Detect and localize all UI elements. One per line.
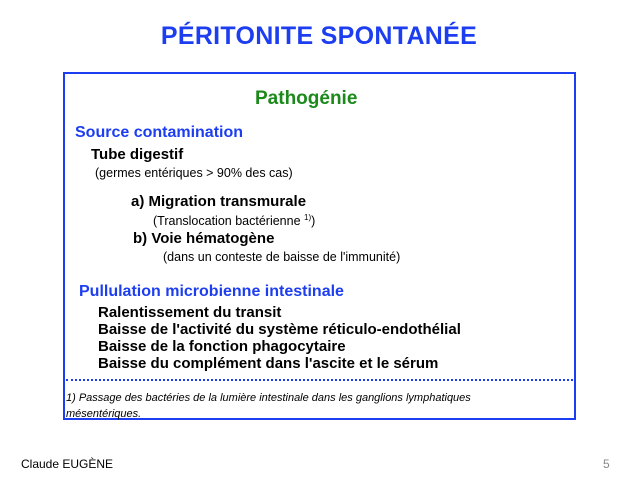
dotted-separator xyxy=(66,379,573,381)
page-number: 5 xyxy=(603,457,610,471)
section-heading-source: Source contamination xyxy=(75,124,244,141)
author-name: Claude EUGÈNE xyxy=(21,457,114,471)
source-item: Tube digestif xyxy=(91,146,184,163)
footnote-line: mésentériques. xyxy=(66,408,142,420)
slide-subtitle: Pathogénie xyxy=(255,88,358,109)
slide-title: PÉRITONITE SPONTANÉE xyxy=(160,22,478,50)
pullulation-item: Ralentissement du transit xyxy=(98,304,282,321)
footnote xyxy=(66,390,471,422)
route-a-note: (Translocation bactérienne $^{1)}$) xyxy=(153,213,316,229)
route-b: b) Voie hématogène xyxy=(133,230,275,247)
section-heading-pullulation: Pullulation microbienne intestinale xyxy=(79,283,344,300)
footnote-ref: 1) xyxy=(304,213,312,222)
route-a: a) Migration transmurale xyxy=(131,193,307,210)
pullulation-item: Baisse du complément dans l'ascite et le sérum xyxy=(98,355,439,372)
source-item-note: (germes entériques > 90% des cas) xyxy=(95,166,293,180)
footnote-line: 1) Passage des bactéries de la lumière intestinale dans les ganglions lymphatiques xyxy=(66,392,471,404)
pullulation-item: Baisse de l'activité du système réticulo-endothélial xyxy=(98,321,461,338)
pullulation-item: Baisse de la fonction phagocytaire xyxy=(98,338,346,355)
route-b-note: (dans un conteste de baisse de l'immunité) xyxy=(163,250,401,264)
